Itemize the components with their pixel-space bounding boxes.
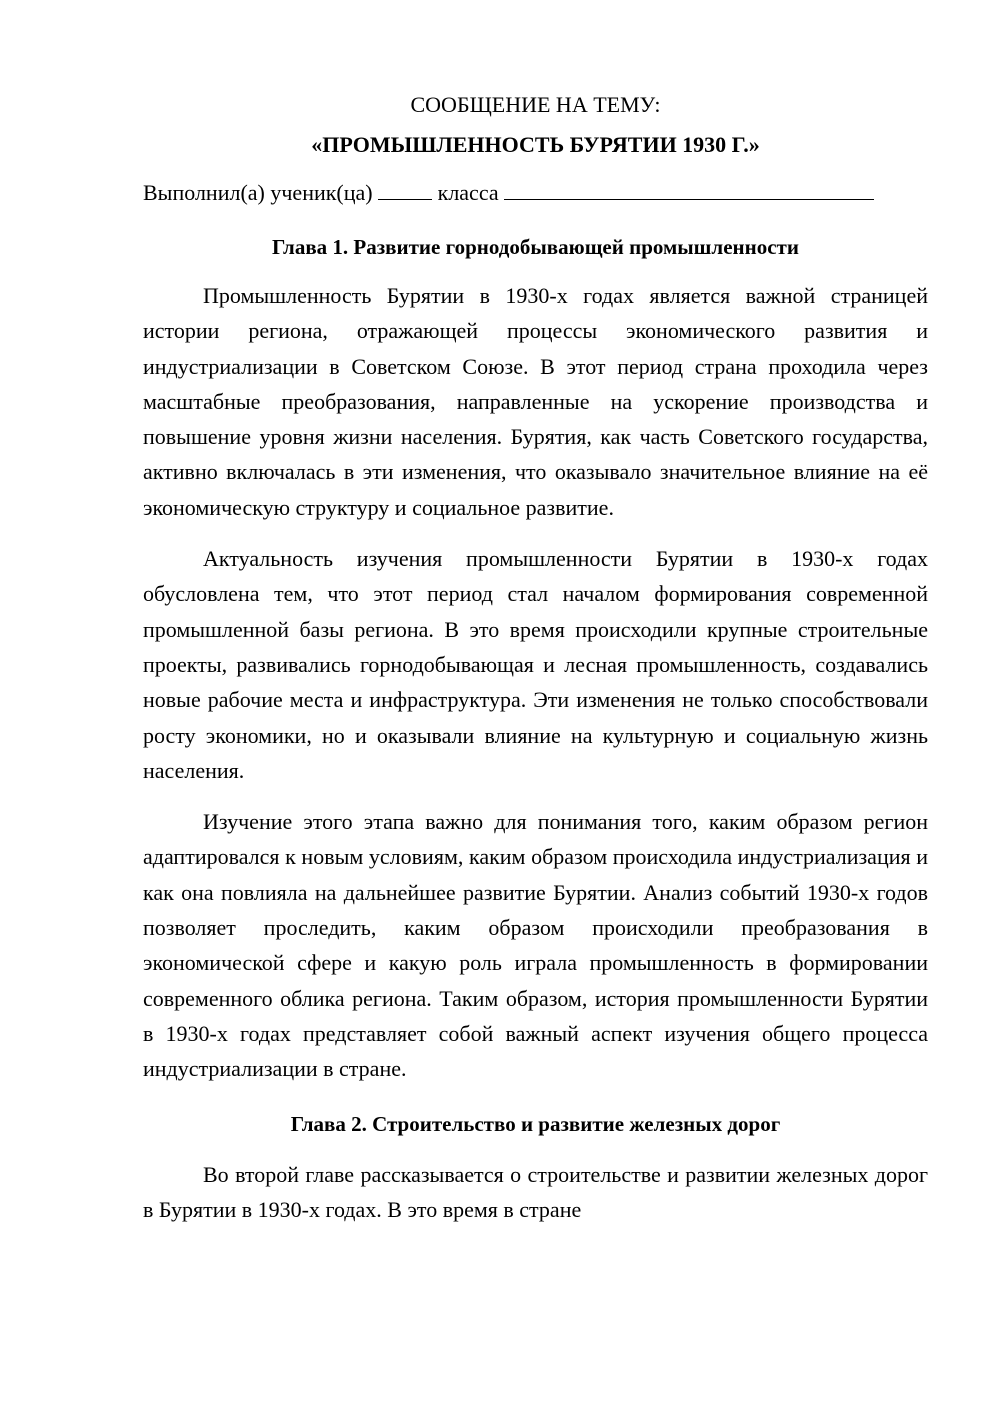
document-title-line-2: «ПРОМЫШЛЕННОСТЬ БУРЯТИИ 1930 Г.» bbox=[311, 132, 760, 157]
chapter-1-paragraph-1: Промышленность Бурятии в 1930-х годах является важной страницей истории региона, отражающей процессы экономического развития и индустриализации в Советском Союзе. В этот период страна проходила через масштабные преобразования, направленные на ускорение производства и повышение уровня жизни населения. Бурятия, как часть Советского государства, активно включалась в эти изменения, что оказывало значительное влияние на её экономическую структуру и социальное развитие. bbox=[143, 283, 928, 520]
byline bbox=[143, 176, 928, 210]
chapter-2-heading: Глава 2. Строительство и развитие железных дорог bbox=[290, 1111, 781, 1136]
chapter-1-paragraph-2: Актуальность изучения промышленности Бурятии в 1930-х годах обусловлена тем, что этот период стал началом формирования современной промышленной базы региона. В это время происходили крупные строительные проекты, развивались горнодобывающая и лесная промышленность, создавались новые рабочие места и инфраструктура. Эти изменения не только способствовали росту экономики, но и оказывали влияние на культурную и социальную жизнь населения. bbox=[143, 546, 928, 783]
byline-prefix: Выполнил(а) ученик(ца) bbox=[143, 180, 373, 205]
document-page bbox=[143, 88, 928, 1227]
chapter-1-heading: Глава 1. Развитие горнодобывающей промышленности bbox=[272, 235, 799, 259]
chapter-1-paragraph-3: Изучение этого этапа важно для понимания того, каким образом регион адаптировался к новым условиям, каким образом происходила индустриализация и как она повлияла на дальнейшее развитие Бурятии. Анализ событий 1930-х годов позволяет проследить, каким образом происходили преобразования в экономической сфере и какую роль играла промышленность в формировании современного облика региона. Таким образом, история промышленности Бурятии в 1930-х годах представляет собой важный аспект изучения общего процесса индустриализации в стране. bbox=[143, 809, 928, 1082]
student-name-blank bbox=[504, 179, 874, 200]
byline-middle: класса bbox=[437, 180, 499, 205]
document-title-line-1: СООБЩЕНИЕ НА ТЕМУ: bbox=[410, 92, 661, 117]
class-number-blank bbox=[378, 179, 432, 200]
chapter-2-paragraph-1: Во второй главе рассказывается о строительстве и развитии железных дорог в Бурятии в 1930-х годах. В это время в стране bbox=[143, 1161, 928, 1222]
